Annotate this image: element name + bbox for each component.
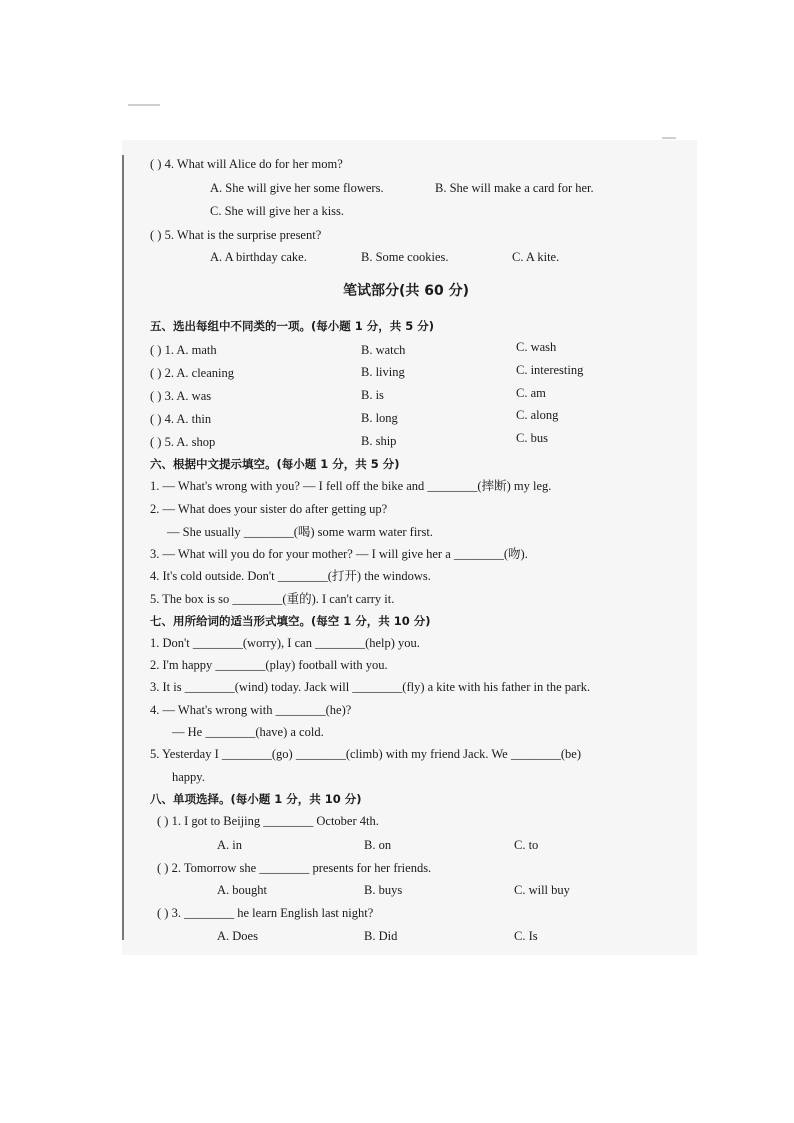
exam-line: happy. xyxy=(172,770,205,784)
exam-line: 3. It is ________(wind) today. Jack will ________(fly) a kite with his father in the park. xyxy=(150,680,591,694)
exam-line: B. Did xyxy=(364,929,398,943)
exam-line: B. Some cookies. xyxy=(361,250,449,264)
exam-line: — She usually ________(喝) some warm water first. xyxy=(167,525,433,539)
section-heading: 七、用所给词的适当形式填空。(每空 1 分，共 10 分) xyxy=(150,614,431,628)
exam-line: ( ) 2. Tomorrow she ________ presents for her friends. xyxy=(157,861,432,875)
exam-line: 4. — What's wrong with ________(he)? xyxy=(150,703,352,717)
exam-line: ( ) 5. What is the surprise present? xyxy=(150,228,322,242)
exam-line: 1. Don't ________(worry), I can ________(help) you. xyxy=(150,636,420,650)
exam-line: C. along xyxy=(516,408,559,422)
exam-line: ( ) 5. A. shop xyxy=(150,435,216,449)
exam-line: C. to xyxy=(514,838,539,852)
margin-line xyxy=(122,155,124,940)
exam-line: 4. It's cold outside. Don't ________(打开) the windows. xyxy=(150,569,431,583)
exam-line: A. Does xyxy=(217,929,258,943)
exam-line: ( ) 4. A. thin xyxy=(150,412,212,426)
exam-line: C. bus xyxy=(516,431,548,445)
exam-line: C. She will give her a kiss. xyxy=(210,204,345,218)
exam-line: B. long xyxy=(361,411,398,425)
exam-line: ( ) 2. A. cleaning xyxy=(150,366,235,380)
exam-line: C. am xyxy=(516,386,546,400)
section-heading: 六、根据中文提示填空。(每小题 1 分，共 5 分) xyxy=(150,457,400,471)
exam-line: B. living xyxy=(361,365,405,379)
exam-line: B. buys xyxy=(364,883,403,897)
scan-mark xyxy=(662,137,676,139)
exam-line: A. in xyxy=(217,838,242,852)
exam-line: 5. Yesterday I ________(go) ________(climb) with my friend Jack. We ________(be) xyxy=(150,747,581,761)
exam-line: 1. — What's wrong with you? — I fell off the bike and ________(摔断) my leg. xyxy=(150,479,552,493)
exam-line: A. She will give her some flowers. xyxy=(210,181,384,195)
exam-line: 2. I'm happy ________(play) football with you. xyxy=(150,658,388,672)
scan-mark xyxy=(128,104,160,106)
exam-line: B. ship xyxy=(361,434,397,448)
exam-line: A. A birthday cake. xyxy=(210,250,307,264)
exam-line: C. interesting xyxy=(516,363,584,377)
exam-line: 5. The box is so ________(重的). I can't carry it. xyxy=(150,592,395,606)
exam-line: 2. — What does your sister do after getting up? xyxy=(150,502,388,516)
exam-line: A. bought xyxy=(217,883,267,897)
exam-line: B. on xyxy=(364,838,392,852)
exam-line: ( ) 3. ________ he learn English last night? xyxy=(157,906,374,920)
exam-line: C. A kite. xyxy=(512,250,560,264)
exam-line: ( ) 4. What will Alice do for her mom? xyxy=(150,157,343,171)
section-heading: 八、单项选择。(每小题 1 分，共 10 分) xyxy=(150,792,362,806)
exam-line: B. watch xyxy=(361,343,406,357)
exam-line: C. Is xyxy=(514,929,538,943)
exam-line: ( ) 1. I got to Beijing ________ October 4th. xyxy=(157,814,379,828)
section-heading: 五、选出每组中不同类的一项。(每小题 1 分，共 5 分) xyxy=(150,319,435,333)
exam-line: — He ________(have) a cold. xyxy=(172,725,324,739)
exam-line: ( ) 1. A. math xyxy=(150,343,217,357)
exam-line: ( ) 3. A. was xyxy=(150,389,212,403)
exam-line: C. wash xyxy=(516,340,557,354)
exam-line: B. She will make a card for her. xyxy=(435,181,594,195)
exam-line: C. will buy xyxy=(514,883,570,897)
section-title: 笔试部分(共 60 分) xyxy=(343,283,470,299)
exam-line: B. is xyxy=(361,388,384,402)
exam-line: 3. — What will you do for your mother? — I will give her a ________(吻). xyxy=(150,547,528,561)
